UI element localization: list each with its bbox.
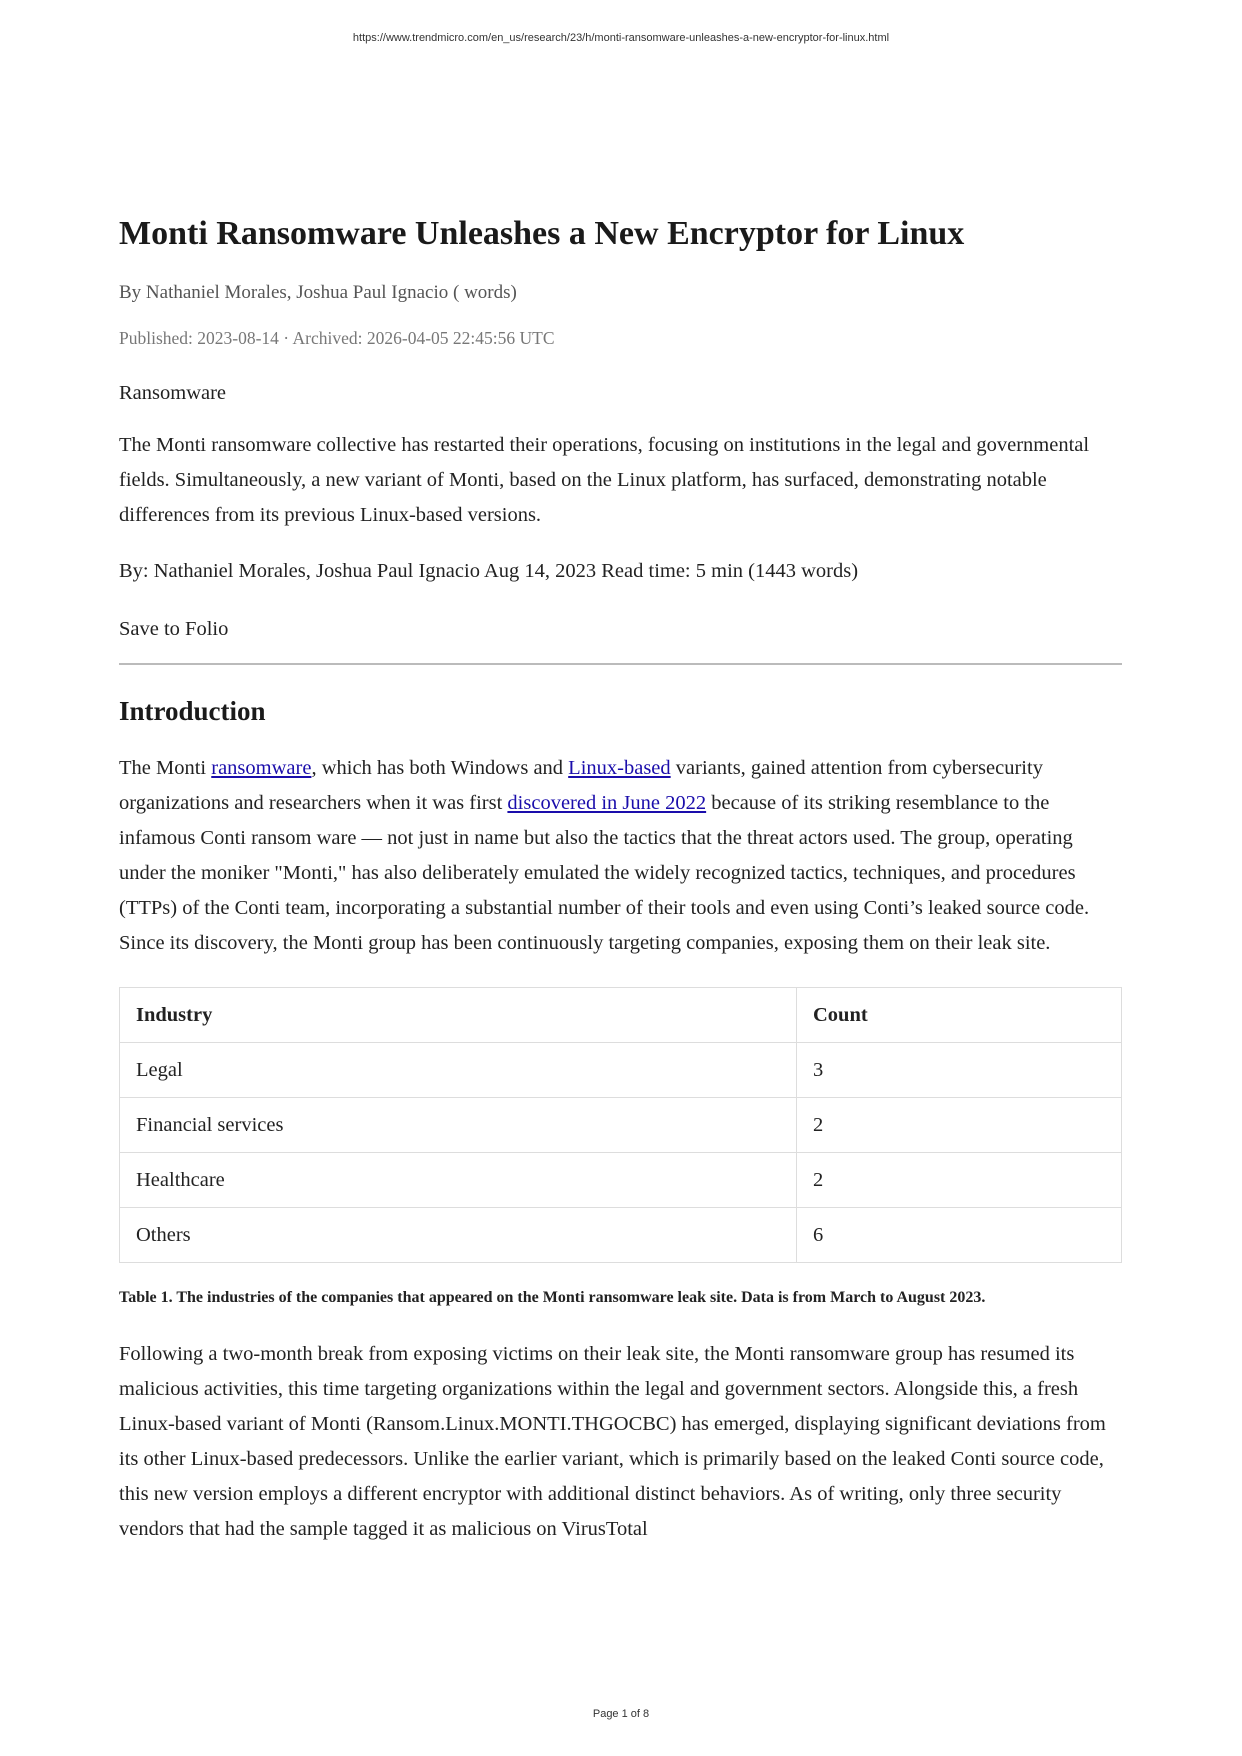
article bbox=[119, 212, 1122, 1547]
intro-text: , which has both Windows and bbox=[311, 757, 569, 779]
divider bbox=[119, 663, 1122, 665]
count-cell: 2 bbox=[797, 1098, 1122, 1153]
intro-text: variants, gained attention from cybersecurity organizations and researchers when it was first bbox=[119, 757, 1043, 814]
table-header-row bbox=[120, 988, 1122, 1043]
article-title: Monti Ransomware Unleashes a New Encryptor for Linux bbox=[119, 215, 965, 252]
byline: By Nathaniel Morales, Joshua Paul Ignacio ( words) bbox=[119, 282, 517, 303]
count-cell: 3 bbox=[797, 1043, 1122, 1098]
header-count: Count bbox=[797, 988, 1122, 1043]
summary-paragraph: The Monti ransomware collective has restarted their operations, focusing on institutions in the legal and governmental fields. Simultaneously, a new variant of Monti, based on the Linux platform, has surfaced, demonstrating notable differences from its previous Linux-based versions. bbox=[119, 434, 1090, 526]
page-url: https://www.trendmicro.com/en_us/research/23/h/monti-ransomware-unleashes-a-new-encryptor-for-linux.html bbox=[352, 32, 890, 44]
ransomware-link[interactable]: ransomware bbox=[211, 757, 312, 779]
discovered-june-2022-link[interactable]: discovered in June 2022 bbox=[507, 792, 707, 814]
industry-cell: Others bbox=[120, 1208, 797, 1263]
count-cell: 2 bbox=[797, 1153, 1122, 1208]
table-caption: Table 1. The industries of the companies that appeared on the Monti ransomware leak site. Data is from March to August 2023. bbox=[119, 1289, 986, 1306]
industry-cell: Legal bbox=[120, 1043, 797, 1098]
table-row bbox=[120, 1043, 1122, 1098]
header-industry: Industry bbox=[120, 988, 797, 1043]
body-paragraph: Following a two-month break from exposing victims on their leak site, the Monti ransomware group has resumed its malicious activities, this time targeting organizations within the legal and government sectors. Alongside this, a fresh Linux-based variant of Monti (Ransom.Linux.MONTI.THGOCBC) has emerged, displaying significant deviations from its other Linux-based predecessors. Unlike the earlier variant, which is primarily based on the leaked Conti source code, this new version employs a different encryptor with additional distinct behaviors. As of writing, only three security vendors that had the sample tagged it as malicious on VirusTotal bbox=[119, 1343, 1106, 1540]
section-heading-introduction: Introduction bbox=[119, 696, 266, 726]
table-row bbox=[120, 1208, 1122, 1263]
industry-cell: Healthcare bbox=[120, 1153, 797, 1208]
table-row bbox=[120, 1098, 1122, 1153]
count-cell: 6 bbox=[797, 1208, 1122, 1263]
table-row bbox=[120, 1153, 1122, 1208]
page-number: Page 1 of 8 bbox=[592, 1708, 650, 1720]
article-meta: By: Nathaniel Morales, Joshua Paul Ignacio Aug 14, 2023 Read time: 5 min (1443 words) bbox=[119, 560, 859, 582]
linux-based-link[interactable]: Linux-based bbox=[568, 757, 671, 779]
intro-paragraph bbox=[119, 751, 1122, 961]
intro-text: because of its striking resemblance to the infamous Conti ransom ware — not just in name but also the tactics that the threat actors used. The group, operating under the moniker "Monti," has also deliberately emulated the widely recognized tactics, techniques, and procedures (TTPs) of the Conti team, incorporating a substantial number of their tools and even using Conti’s leaked source code. Since its discovery, the Monti group has been continuously targeting companies, exposing them on their leak site. bbox=[119, 792, 1090, 954]
save-to-folio-button[interactable]: Save to Folio bbox=[119, 618, 229, 640]
category: Ransomware bbox=[119, 382, 227, 404]
industry-cell: Financial services bbox=[120, 1098, 797, 1153]
industry-table bbox=[119, 987, 1122, 1263]
intro-text: The Monti bbox=[119, 757, 212, 779]
publish-date: Published: 2023-08-14 · Archived: 2026-04-05 22:45:56 UTC bbox=[119, 328, 555, 348]
